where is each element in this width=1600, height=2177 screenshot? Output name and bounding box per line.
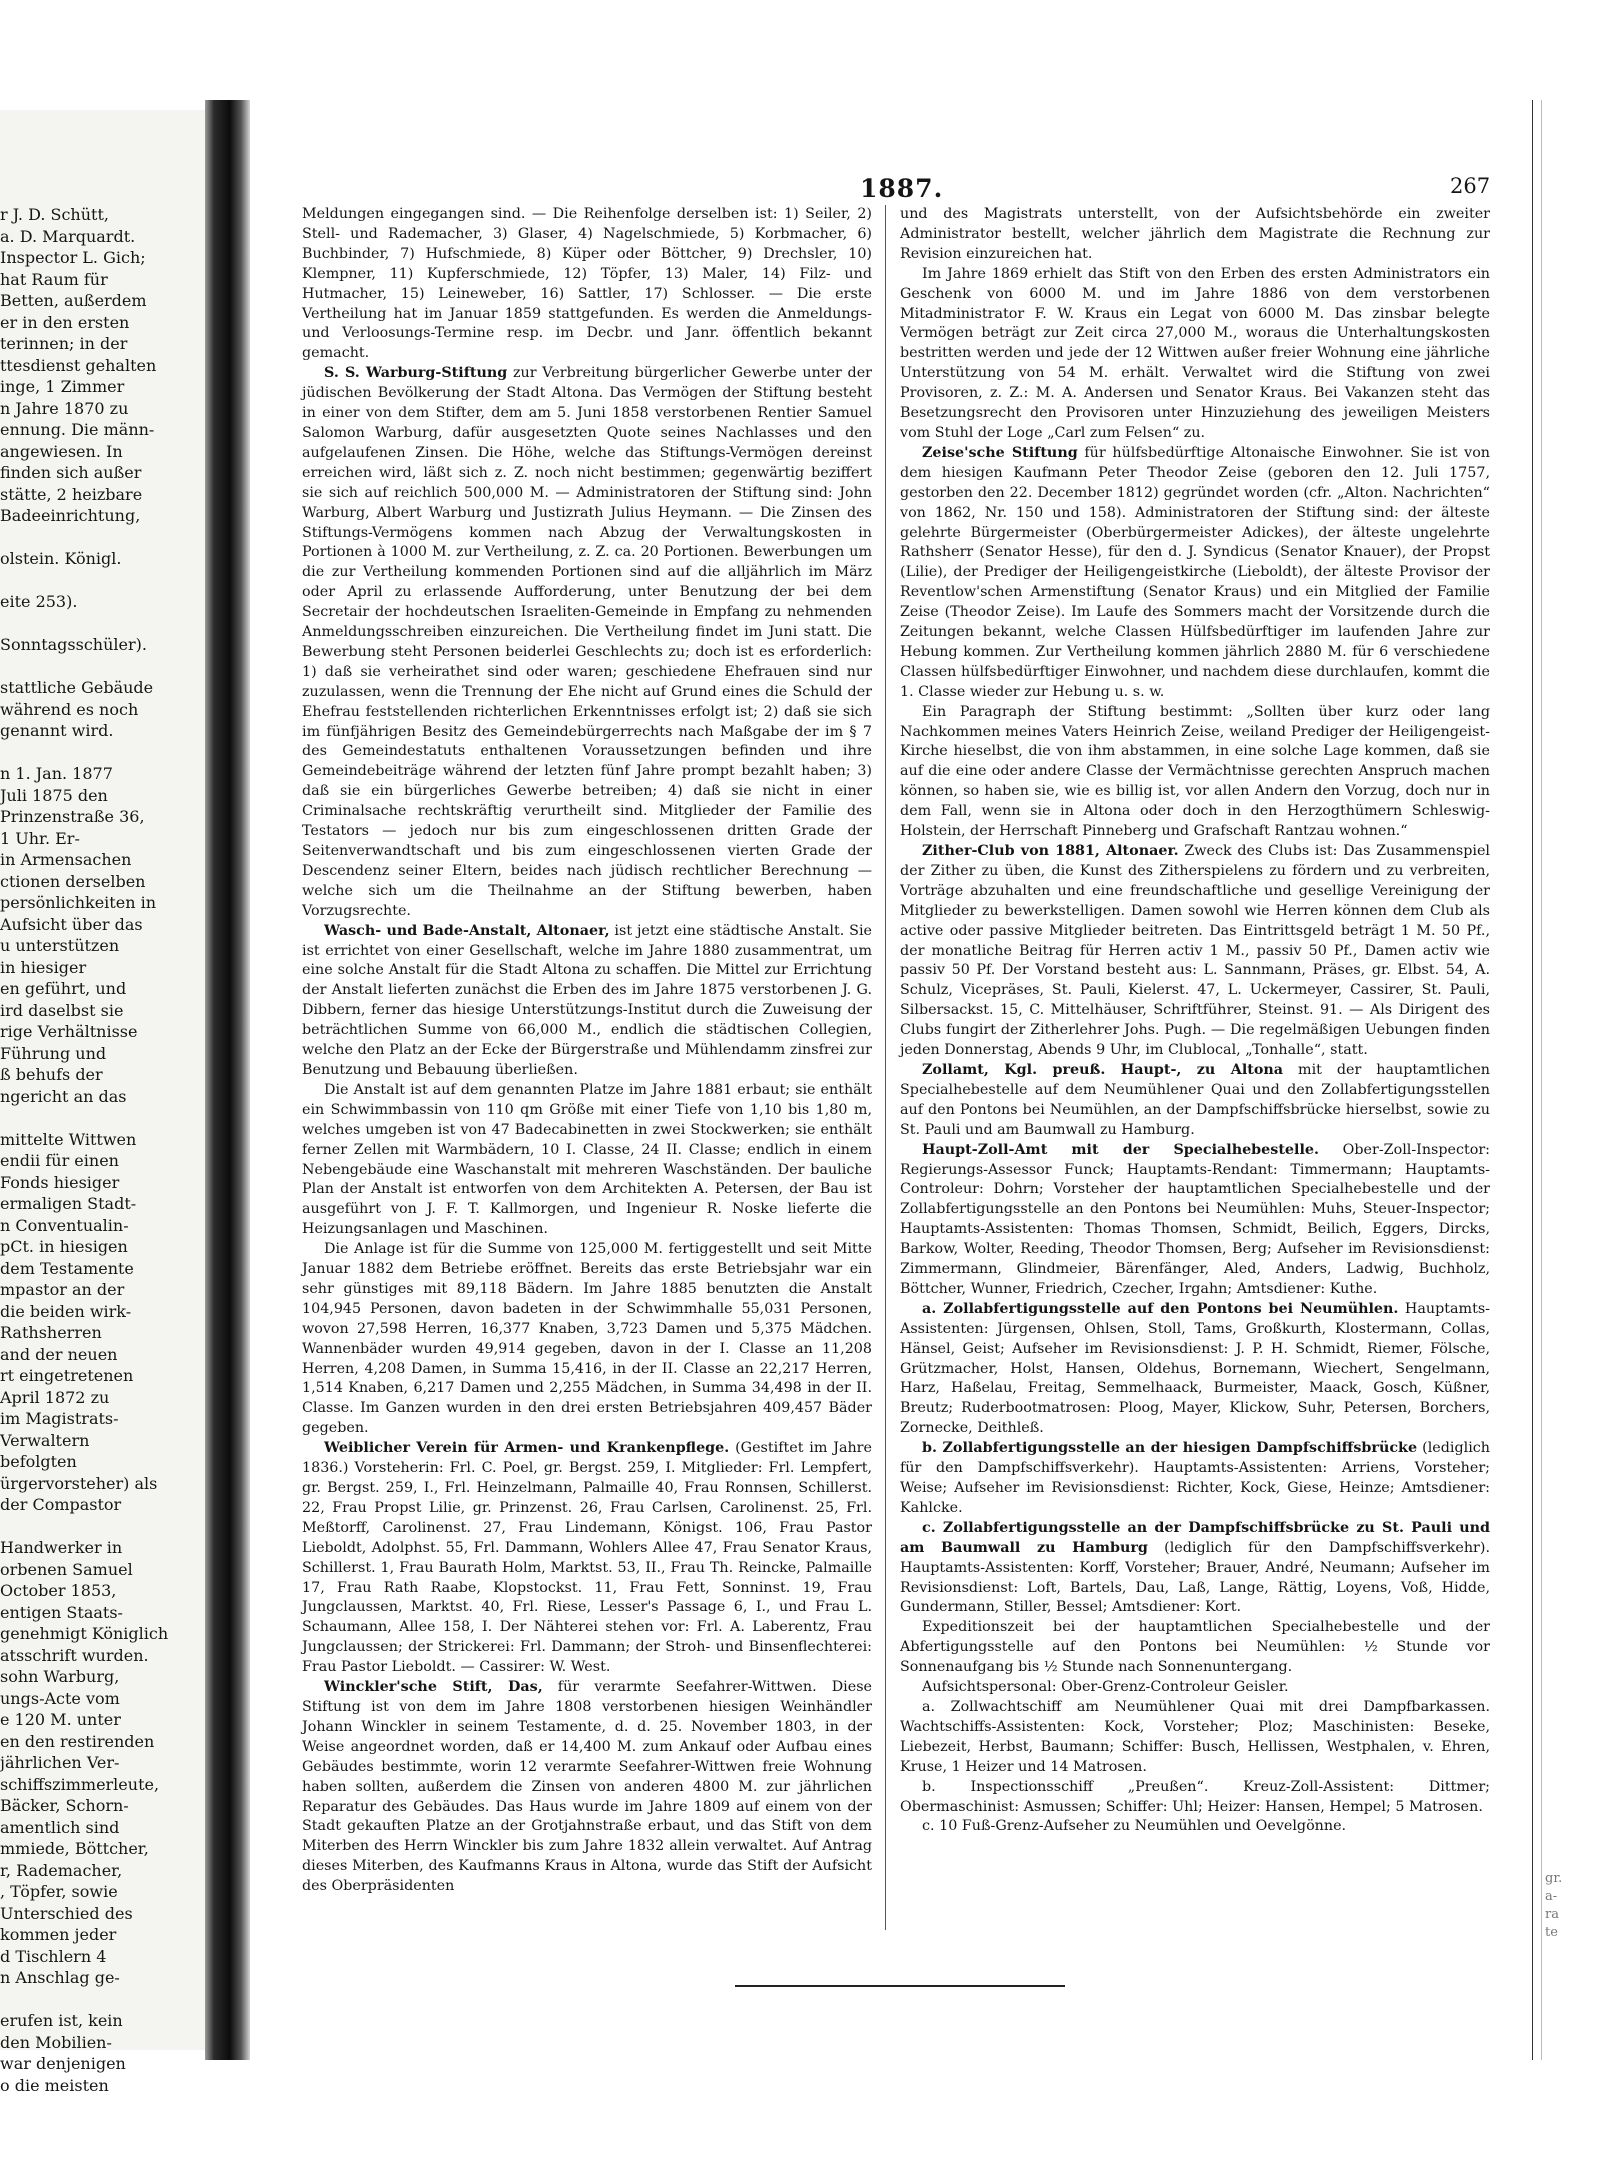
strip-line: entigen Staats-	[0, 1602, 123, 1622]
strip-line: ttesdienst gehalten	[0, 355, 157, 375]
strip-line: endii für einen	[0, 1151, 119, 1170]
strip-line: ngericht an das	[0, 1086, 127, 1106]
entry-body: Zweck des Clubs ist: Das Zusammenspiel der Zither zu üben, die Kunst des Zitherspielens zu fördern und zu verbreiten, Vorträge abzuhalten und eine freundschaftliche und gesellige Vereinigung der Mitglieder zu bewerkstelligen. Damen sowohl wie Herren können dem Club als active oder passive Mitglieder beitreten. Das Eintrittsgeld beträgt 1 M. 50 Pf., der monatliche Beitrag für Herren activ 1 M., passiv 50 Pf., Damen activ wie passiv 50 Pf. Der Vorstand besteht aus: L. Sannmann, Präses, gr. Elbst. 54, A. Schulz, Vicepräses, St. Pauli, Kielerst. 47, L. Uckermeyer, Cassirer, St. Pauli, Silbersackst. 15, C. Mittelhäuser, Schriftführer, Steinst. 91. — Als Dirigent des Clubs fungirt der Zitherlehrer Johs. Pugh. — Die regelmäßigen Uebungen finden jeden Donnerstag, Abends 9 Uhr, im Clublocal, „Tonhalle“, statt.	[900, 843, 1490, 1059]
strip-line: kommen jeder	[0, 1925, 117, 1944]
text-paragraph: Aufsichtspersonal: Ober-Grenz-Controleur Geisler.	[922, 1679, 1289, 1696]
text-paragraph: und des Magistrats unterstellt, von der Aufsichtsbehörde ein zweiter Administrator bestellt, welcher jährlich dem Magistrate die Rechnung zur Revision einzureichen hat.	[900, 206, 1490, 262]
entry-paragraph	[302, 1678, 872, 1897]
entry-paragraph	[900, 1061, 1490, 1141]
strip-line: e 120 M. unter	[0, 1710, 121, 1729]
strip-line: Handwerker in	[0, 1538, 123, 1557]
entry-body: ist jetzt eine städtische Anstalt. Sie ist errichtet von einer Gesellschaft, welche im Jahre 1880 zusammentrat, um eine solche Anstalt für die Stadt Altona zu schaffen. Die Mittel zur Errichtung der Anstalt lieferten zunächst die Erben des im Jahre 1875 verstorbenen J. G. Dibbern, ferner das hiesige Unterstützungs-Institut durch die Zuweisung der beträchtlichen Summe von 66,000 M., endlich die städtischen Collegien, welche den Platz an der Ecke der Bürgerstraße und Mühlendamm zinsfrei zur Benutzung und Bebauung überließen.	[302, 922, 872, 1078]
text-paragraph: Expeditionszeit bei der hauptamtlichen Specialhebestelle und der Abfertigungsstelle auf den Pontons bei Neumühlen: ½ Stunde vor Sonnenaufgang bis ½ Stunde nach Sonnenuntergang.	[900, 1619, 1490, 1676]
right-page-edge-shadow	[1541, 100, 1542, 2060]
strip-line: Juli 1875 den	[0, 785, 108, 805]
strip-line: schiffszimmerleute,	[0, 1774, 160, 1794]
strip-line: rige Verhältnisse	[0, 1022, 138, 1041]
page-year: 1887.	[860, 174, 944, 203]
strip-line: Aufsicht über das	[0, 914, 143, 934]
strip-line: April 1872 zu	[0, 1387, 110, 1407]
strip-line: finden sich außer	[0, 463, 142, 482]
strip-line: mmiede, Böttcher,	[0, 1839, 149, 1858]
strip-line: stätte, 2 heizbare	[0, 484, 143, 504]
strip-line: atsschrift wurden.	[0, 1645, 149, 1665]
entry-heading: a. Zollabfertigungsstelle auf den Pontons bei Neumühlen.	[922, 1300, 1399, 1317]
left-column	[302, 205, 872, 1897]
strip-line: persönlichkeiten in	[0, 893, 156, 912]
strip-line: mittelte Wittwen	[0, 1129, 137, 1149]
strip-line: in Armensachen	[0, 850, 132, 869]
footer-rule	[735, 1985, 1065, 1987]
strip-line: mpastor an der	[0, 1280, 125, 1299]
margin-mark: te	[1545, 1925, 1558, 1940]
margin-mark: ra	[1545, 1907, 1559, 1922]
entry-heading: b. Zollabfertigungsstelle an der hiesigen Dampfschiffsbrücke	[922, 1440, 1418, 1457]
entry-body: (lediglich für den Dampfschiffsverkehr). Hauptamts-Assistenten: Korff, Vorsteher; Brauer, André, Neumann; Aufseher im Revisionsdienst: Loft, Bartels, Dau, Laß, Lange, Rättig, Loyens, Voß, Hidde, Gundermann, Stiller, Bessel; Amtsdiener: Kort.	[900, 1539, 1490, 1616]
strip-line: Verwaltern	[0, 1430, 90, 1450]
strip-line: Sonntagsschüler).	[0, 635, 147, 654]
text-paragraph: Die Anlage ist für die Summe von 125,000 M. fertiggestellt und seit Mitte Januar 1882 dem Betriebe eröffnet. Bereits das erste Betriebsjahr war ein sehr günstiges mit 89,118 Bädern. Im Jahre 1885 benutzten die Anstalt 104,945 Personen, davon badeten in der Schwimmhalle 55,031 Personen, wovon 27,598 Herren, 16,377 Knaben, 3,723 Damen und 5,375 Mädchen. Wannenbäder wurden 49,914 gegeben, davon in der I. Classe an 11,208 Herren, 4,208 Damen, in Summa 15,416, in der II. Classe an 22,217 Herren, 1,514 Knaben, 6,217 Damen und 2,255 Mädchen, in Summa 34,498 in der II. Classe. Im Ganzen wurden in den drei ersten Betriebsjahren 409,457 Bäder gegeben.	[302, 1241, 872, 1437]
margin-mark: gr.	[1545, 1871, 1563, 1886]
strip-line: ird daselbst sie	[0, 1000, 124, 1020]
strip-line: die beiden wirk-	[0, 1301, 132, 1321]
entry-heading: Zollamt, Kgl. preuß. Haupt-, zu Altona	[922, 1061, 1284, 1078]
entry-paragraph	[302, 1439, 872, 1678]
page-number: 267	[1450, 174, 1491, 198]
strip-line: sohn Warburg,	[0, 1667, 120, 1686]
strip-line: in hiesiger	[0, 957, 87, 977]
entry-body: (lediglich für den Dampfschiffsverkehr). Hauptamts-Assistenten: Arriens, Vorsteher; Weise; Aufseher im Revisionsdienst: Richter, Kock, Giese, Heinze; Amtsdiener: Kahlcke.	[900, 1440, 1490, 1516]
entry-body: für verarmte Seefahrer-Wittwen. Diese Stiftung ist von dem im Jahre 1808 verstorbenen hiesigen Weinhändler Johann Winckler in seinem Testamente, d. d. 25. November 1803, in der Weise angeordnet worden, daß er 14,400 M. zum Ankauf oder Aufbau eines Gebäudes bestimmte, worin 12 verarmte Seefahrer-Wittwen freie Wohnung haben sollten, außerdem die Zinsen von anderen 4800 M. zur jährlichen Reparatur des Gebäudes. Das Haus wurde im Jahre 1809 auf einem von der Stadt gekauften Platze an der Grotjahnstraße erbaut, und das Stift von dem Miterben des Herrn Winckler bis zum Jahre 1832 allein verwaltet. Auf Antrag dieses Miterben, des Kaufmanns Kraus in Altona, wurde das Stift der Aufsicht des Oberpräsidenten	[302, 1679, 872, 1895]
entry-paragraph	[900, 1519, 1490, 1619]
entry-heading: Zither-Club von 1881, Altonaer.	[922, 843, 1179, 859]
strip-line: den Mobilien-	[0, 2032, 112, 2052]
entry-body: Ober-Zoll-Inspector: Regierungs-Assessor Funck; Hauptamts-Rendant: Timmermann; Hauptamts-Controleur: Dohrn; Vorsteher der hauptamtlichen Specialhebestelle und der Zollabfertigungsstelle an den Pontons bei Neumühlen: Muhs, Steuer-Inspector; Hauptamts-Assistenten: Thomas Thomsen, Schmidt, Beilich, Eggers, Dircks, Barkow, Wolter, Reeding, Theodor Thomsen, Berg; Aufseher im Revisionsdienst: Zimmermann, Glindmeier, Bärenfänger, Aled, Anders, Ladwig, Buchholz, Böttcher, Wunner, Friedrich, Czecher, Irgahn; Amtsdiener: Kuthe.	[900, 1141, 1490, 1297]
entry-paragraph	[302, 922, 872, 1081]
strip-line: Führung und	[0, 1043, 107, 1063]
strip-line: 1 Uhr. Er-	[0, 828, 80, 848]
entry-paragraph	[900, 1439, 1490, 1519]
strip-line: im Magistrats-	[0, 1409, 119, 1428]
strip-line: , Töpfer, sowie	[0, 1882, 118, 1901]
strip-line: terinnen; in der	[0, 334, 128, 353]
strip-line: r J. D. Schütt,	[0, 205, 109, 224]
strip-line: en den restirenden	[0, 1731, 155, 1751]
strip-line: ungs-Acte vom	[0, 1688, 120, 1708]
previous-page-strip	[0, 110, 205, 2095]
strip-line: amentlich sind	[0, 1817, 120, 1837]
strip-line: er in den ersten	[0, 312, 130, 332]
strip-line: d Tischlern 4	[0, 1946, 107, 1966]
entry-paragraph	[900, 842, 1490, 1061]
entry-heading: c. Zollabfertigungsstelle an der Dampfschiffsbrücke zu St. Pauli und am Baumwall zu Hamburg	[900, 1519, 1490, 1556]
entry-heading: Haupt-Zoll-Amt mit der Specialhebestelle.	[922, 1141, 1319, 1158]
strip-line: der Compastor	[0, 1495, 122, 1514]
margin-mark: a-	[1545, 1889, 1558, 1904]
right-margin-marks	[1545, 1870, 1562, 1942]
strip-line: pCt. in hiesigen	[0, 1237, 128, 1256]
strip-line: u unterstützen	[0, 936, 120, 955]
strip-line: n Anschlag ge-	[0, 1968, 120, 1987]
strip-line: genehmigt Königlich	[0, 1624, 169, 1643]
strip-line: ennung. Die männ-	[0, 420, 155, 439]
strip-line: eite 253).	[0, 592, 78, 611]
strip-line: ß behufs der	[0, 1065, 103, 1084]
text-paragraph: b. Inspectionsschiff „Preußen“. Kreuz-Zoll-Assistent: Dittmer; Obermaschinist: Asmussen; Schiffer: Uhl; Heizer: Hansen, Hempel; 5 Matrosen.	[900, 1778, 1490, 1815]
book-gutter	[205, 100, 250, 2060]
strip-line: en geführt, und	[0, 979, 127, 998]
strip-line: October 1853,	[0, 1581, 117, 1600]
right-page-edge	[1532, 100, 1533, 2060]
entry-body: Hauptamts-Assistenten: Jürgensen, Ohlsen, Stoll, Tams, Großkurth, Klostermann, Collas, Hänsel, Geist; Aufseher im Revisionsdienst: J. P. H. Schmidt, Riemer, Fölsche, Grützmacher, Holst, Hansen, Oldehus, Bornemann, Wiechert, Sengelmann, Harz, Haßelau, Freitag, Semmelhaack, Burmeister, Maack, Gosch, Küßner, Breutz; Ruderbootmatrosen: Ploog, Mayer, Klickow, Suhr, Petersen, Borchers, Zornecke, Deithleß.	[900, 1300, 1490, 1437]
entry-heading: Zeise'sche Stiftung	[922, 444, 1078, 461]
strip-line: Badeeinrichtung,	[0, 506, 141, 525]
strip-line: Unterschied des	[0, 1903, 133, 1923]
strip-line: n 1. Jan. 1877	[0, 764, 113, 783]
strip-line: Prinzenstraße 36,	[0, 807, 145, 826]
strip-line: jährlichen Ver-	[0, 1753, 120, 1772]
strip-line: Fonds hiesiger	[0, 1172, 120, 1192]
text-paragraph: a. Zollwachtschiff am Neumühlener Quai mit drei Dampfbarkassen. Wachtschiffs-Assistenten: Kock, Vorsteher; Ploz; Maschinisten: Beseke, Liebezeit, Herbst, Baumann; Schiffer: Busch, Hellissen, Westphalen, v. Ehren, Kruse, 1 Heizer und 14 Matrosen.	[900, 1698, 1490, 1775]
strip-line: a. D. Marquardt.	[0, 226, 136, 246]
column-divider	[885, 205, 886, 1930]
text-paragraph: Die Anstalt ist auf dem genannten Platze im Jahre 1881 erbaut; sie enthält ein Schwimmbassin von 110 qm Größe mit einer Tiefe von 1,10 bis 1,80 m, welches umgeben ist von 47 Badecabinetten in zwei Stockwerken; sie enthält ferner Zellen mit Warmbädern, 10 I. Classe, 24 II. Classe; endlich in einem Nebengebäude eine Waschanstalt mit mehreren Waschständen. Der bauliche Plan der Anstalt ist entworfen von dem Architekten A. Petersen, der Bau ist ausgeführt von J. F. T. Kallmorgen, und Ingenieur R. Noske lieferte die Heizungsanlagen und Maschinen.	[302, 1081, 872, 1238]
strip-line: erufen ist, kein	[0, 2011, 123, 2030]
entry-heading: Weiblicher Verein für Armen- und Krankenpflege.	[324, 1440, 730, 1457]
strip-line: ürgervorsteher) als	[0, 1473, 158, 1493]
strip-line: n Jahre 1870 zu	[0, 398, 129, 418]
text-paragraph: Ein Paragraph der Stiftung bestimmt: „Sollten über kurz oder lang Nachkommen meines Vaters Heinrich Zeise, weiland Prediger der Heiligengeist-Kirche hieselbst, die von ihm abstammen, in eine solche Lage kommen, daß sie auf die eine oder andere Classe der Vermächtnisse gerechten Anspruch machen können, so haben sie, wie es billig ist, vor allen Andern den Vorzug, doch nur in dem Fall, wenn sie in Altona oder doch in den Herzogthümern Schleswig-Holstein, der Herrschaft Pinneberg und Grafschaft Rantzau wohnen.“	[900, 703, 1490, 840]
text-paragraph: Im Jahre 1869 erhielt das Stift von den Erben des ersten Administrators ein Geschenk von 6000 M. und im Jahre 1886 von dem verstorbenen Mitadministrator F. W. Kraus ein Legat von 6000 M. Das zinsbar belegte Vermögen beträgt zur Zeit circa 27,000 M., woraus die Unterhaltungskosten bestritten werden und jede der 12 Wittwen außer freier Wohnung eine jährliche Unterstützung von 54 M. erhält. Verwaltet wird die Stiftung von zwei Provisoren, z. Z.: M. A. Andersen und Senator Kraus. Bei Vakanzen steht das Besetzungsrecht den Provisoren unter Hinzuziehung des jeweiligen Meisters vom Stuhl der Loge „Carl zum Felsen“ zu.	[900, 265, 1490, 441]
strip-line: Inspector L. Gich;	[0, 248, 146, 267]
text-paragraph: c. 10 Fuß-Grenz-Aufseher zu Neumühlen und Oevelgönne.	[922, 1818, 1347, 1835]
right-column	[900, 205, 1490, 1837]
entry-paragraph	[900, 444, 1490, 703]
strip-line: ctionen derselben	[0, 871, 146, 891]
entry-heading: Winckler'sche Stift, Das,	[324, 1679, 543, 1696]
strip-line: inge, 1 Zimmer	[0, 377, 125, 396]
strip-line: rt eingetretenen	[0, 1366, 134, 1385]
strip-line: Rathsherren	[0, 1323, 102, 1342]
strip-line: war denjenigen	[0, 2054, 126, 2073]
text-paragraph: Meldungen eingegangen sind. — Die Reihenfolge derselben ist: 1) Seiler, 2) Stell- und Rademacher, 3) Glaser, 4) Nagelschmiede, 5) Korbmacher, 6) Buchbinder, 7) Hufschmiede, 8) Küper oder Böttcher, 9) Drechsler, 10) Klempner, 11) Kupferschmiede, 12) Töpfer, 13) Maler, 14) Filz- und Hutmacher, 15) Leineweber, 16) Sattler, 17) Schlosser. — Die erste Vertheilung hat im Januar 1859 stattgefunden. Es werden die Anmeldungs- und Verloosungs-Termine resp. im Decbr. und Janr. öffentlich bekannt gemacht.	[302, 206, 872, 362]
entry-heading: Wasch- und Bade-Anstalt, Altonaer,	[324, 922, 610, 939]
strip-line: n Conventualin-	[0, 1215, 129, 1235]
strip-line: hat Raum für	[0, 269, 108, 289]
strip-line: befolgten	[0, 1452, 77, 1471]
strip-line: olstein. Königl.	[0, 549, 122, 568]
strip-line: orbenen Samuel	[0, 1559, 133, 1579]
strip-line: Bäcker, Schorn-	[0, 1796, 129, 1815]
strip-line: dem Testamente	[0, 1258, 134, 1278]
entry-paragraph	[302, 364, 872, 921]
strip-line: r, Rademacher,	[0, 1860, 123, 1880]
entry-body: zur Verbreitung bürgerlicher Gewerbe unter der jüdischen Bevölkerung der Stadt Altona. Das Vermögen der Stiftung besteht in einer von dem Stifter, dem am 5. Juni 1858 verstorbenen Rentier Samuel Salomon Warburg, dafür ausgesetzten Quote seines Nachlasses und den aufgelaufenen Zinsen. Die Höhe, welche das Stiftungs-Vermögen dereinst erreichen wird, läßt sich z. Z. noch nicht bestimmen; gegenwärtig beziffert sie sich auf reichlich 500,000 M. — Administratoren der Stiftung sind: John Warburg, Albert Warburg und Justizrath Julius Heymann. — Die Zinsen des Stiftungs-Vermögens kommen nach Abzug der Verwaltungskosten in Portionen à 1000 M. zur Vertheilung, z. Z. ca. 20 Portionen. Bewerbungen um die zur Vertheilung kommenden Portionen sind auf die alljährlich im März oder April zu erlassende Aufforderung, unter Benutzung der bei dem Secretair der hochdeutschen Israeliten-Gemeinde in Empfang zu nehmenden Anmeldungsschreiben einzureichen. Die Vertheilung findet im Juni statt. Die Bewerbung steht Personen beiderlei Geschlechts zu; doch ist es erforderlich: 1) daß sie verheirathet sind oder waren; geschiedene Ehefrauen sind nur zuzulassen, wenn die Trennung der Ehe nicht auf Grund eines die Schuld der Ehefrau feststellenden richterlichen Erkenntnisses erfolgt ist; 2) daß sie sich im fünfjährigen Besitz des Gemeindebürgerrechts nach Maßgabe der im § 7 des Gemeindestatuts enthaltenen Voraussetzungen befinden und ihre Gemeindebeiträge während der letzten fünf Jahre prompt bezahlt haben; 3) daß sie ein bürgerliches Gewerbe betreiben; 4) daß sie nicht in einer Criminalsache rechtskräftig verurtheilt sind. Mitglieder der Familie des Testators — jedoch nur bis zum eingeschlossenen dritten Grade der Seitenverwandtschaft und bis zum eingeschlossenen vierten Grade der Descendenz seiner Eltern, beides nach jüdisch rechtlicher Berechnung — welche sich um die Theilnahme an der Stiftung bewerben, haben Vorzugsrechte.	[302, 365, 872, 919]
strip-line: genannt wird.	[0, 721, 114, 740]
entry-body: mit der hauptamtlichen Specialhebestelle auf dem Neumühlener Quai und den Zollabfertigungsstellen auf den Pontons bei Neumühlen, an der Dampfschiffsbrücke hierselbst, sowie zu St. Pauli und am Baumwall zu Hamburg.	[900, 1061, 1490, 1138]
entry-heading: S. S. Warburg-Stiftung	[324, 365, 508, 382]
entry-paragraph	[900, 1300, 1490, 1439]
strip-line: ermaligen Stadt-	[0, 1194, 137, 1213]
strip-line: stattliche Gebäude	[0, 678, 154, 697]
entry-body: für hülfsbedürftige Altonaische Einwohner. Sie ist von dem hiesigen Kaufmann Peter Theodor Zeise (geboren den 12. Juli 1757, gestorben den 22. December 1812) gegründet worden (cfr. „Alton. Nachrichten“ von 1862, Nr. 150 und 158). Administratoren der Stiftung sind: der älteste gelehrte Bürgermeister (Oberbürgermeister Adickes), der älteste ungelehrte Rathsherr (Senator Hesse), für den d. J. Syndicus (Senator Knauer), der Propst (Lilie), der Prediger der Heiligengeistkirche (Lieboldt), der älteste Provisor der Reventlow'schen Armenstiftung (Senator Kraus) und ein Mitglied der Familie Zeise (Theodor Zeise). Im Laufe des Sommers macht der Vorsitzende durch die Zeitungen bekannt, welche Classen Hülfsbedürftiger im laufenden Jahre zur Hebung kommen. Zur Vertheilung kommen jährlich 2880 M. für 6 verschiedene Classen hülfsbedürftiger Einwohner, und nachdem diese durchlaufen, kommt die 1. Classe wieder zur Hebung u. s. w.	[900, 444, 1491, 700]
entry-paragraph	[900, 1141, 1490, 1300]
strip-line: and der neuen	[0, 1344, 118, 1364]
strip-line: Betten, außerdem	[0, 291, 147, 310]
strip-line: angewiesen. In	[0, 441, 123, 461]
strip-line: o die meisten	[0, 2075, 109, 2095]
entry-body: (Gestiftet im Jahre 1836.) Vorsteherin: Frl. C. Poel, gr. Bergst. 259, I. Mitglieder: Frl. Lempfert, gr. Bergst. 259, I., Frl. Heinzelmann, Palmaille 40, Frau Ronnsen, Schillerst. 22, Frau Propst Lilie, gr. Prinzenst. 26, Frau Carlsen, Carolinenst. 25, Frl. Meßtorff, Carolinenst. 27, Frau Lindemann, Königst. 106, Frau Pastor Lieboldt, Adolphst. 55, Frl. Dammann, Wohlers Allee 47, Frau Senator Kraus, Schillerst. 1, Frau Baurath Holm, Marktst. 53, II., Frau Th. Reincke, Palmaille 17, Frau Rath Raabe, Klopstockst. 11, Frau Fett, Sonninst. 19, Frau Jungclaussen, Marktst. 40, Frl. Riese, Lesser's Passage 6, I., und Frau L. Schaumann, Allee 158, I. Der Nähterei stehen vor: Frl. A. Laberentz, Frau Jungclaussen; der Strickerei: Frl. Dammann; der Stroh- und Binsenflechterei: Frau Pastor Lieboldt. — Cassirer: W. West.	[302, 1440, 872, 1676]
strip-line: während es noch	[0, 699, 139, 719]
